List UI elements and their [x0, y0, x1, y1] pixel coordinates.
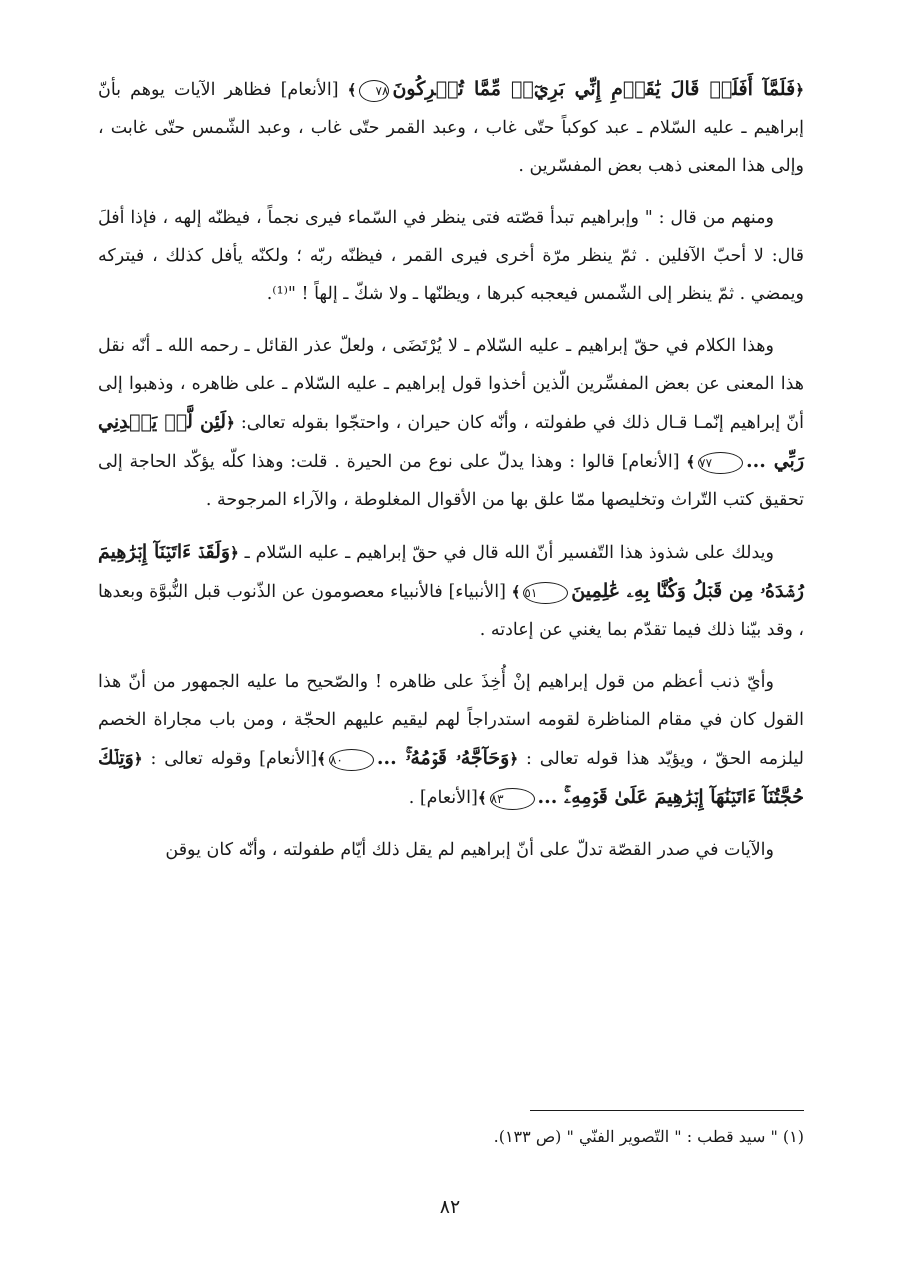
paragraph-text: وأيّ ذنب أعظم من قول إبراهيم إنْ أُخِذَ على ظاهره ! والصّحيح ما عليه الجمهور من أنّ هذا القول كان في مقام المناظرة لقومه استدراجاً لهم ليقيم عليهم الحجّة ، ومن باب مجاراة الخصم ليلزمه الحقّ ، ويؤيّد هذا قوله تعالى : — [98, 672, 804, 769]
quran-verse: وَلَقَدۡ ءَاتَيۡنَآ إِبۡرَٰهِيمَ رُشۡدَهُۥ مِن قَبۡلُ وَكُنَّا بِهِۦ عَٰلِمِينَ — [98, 541, 804, 602]
page-number: ٨٢ — [439, 1196, 461, 1218]
quran-bracket-close: ﴾ — [686, 453, 696, 471]
quran-verse: وَحَآجَّهُۥ قَوۡمُهُۥۚ ... — [376, 747, 510, 769]
ayah-number: ٧٧ — [698, 452, 743, 474]
quran-bracket-open: ﴿ — [795, 81, 804, 99]
paragraph-text: ويدلك على شذوذ هذا التّفسير أنّ الله قال في حقّ إبراهيم ـ عليه السّلام ـ — [244, 543, 774, 563]
quran-bracket-open: ﴿ — [226, 414, 235, 432]
paragraph-text: قالوا : وهذا يدلّ على نوع من الحيرة . قلت: وهذا كلّه يؤكّد الحاجة إلى تحقيق كتب التّراث وتخليصها ممّا علق بها من الأقوال المغلوطة ، والآراء المرجوحة . — [98, 452, 804, 510]
paragraph-5 — [98, 663, 804, 817]
paragraph-text: فظاهر الآيات يوهم بأنّ إبراهيم ـ عليه السّلام ـ عبد كوكباً حتّى غاب ، وعبد القمر حتّى غاب ، وعبد الشّمس حتّى غابت ، وإلى هذا المعنى ذهب بعض المفسّرين . — [98, 80, 804, 176]
paragraph-text: والآيات في صدر القصّة تدلّ على أنّ إبراهيم لم يقل ذلك أيّام طفولته ، وأنّه كان يوقن — [165, 840, 774, 860]
paragraph-2 — [98, 199, 804, 313]
ayah-number: ٧٨ — [359, 80, 389, 102]
surah-reference: [الأنبياء] — [448, 582, 506, 602]
quran-verse: وَتِلۡكَ حُجَّتُنَآ ءَاتَيۡنَٰهَآ إِبۡرَٰهِيمَ عَلَىٰ قَوۡمِهِۦۚ ... — [98, 747, 804, 808]
quran-bracket-open: ﴿ — [230, 544, 239, 562]
quran-bracket-close: ﴾ — [477, 789, 487, 807]
paragraph-text: وقوله تعالى : — [150, 749, 252, 769]
paragraph-text: وهذا الكلام في حقّ إبراهيم ـ عليه السّلام ـ لا يُرْتَضَى ، ولعلّ عذر القائل ـ رحمه الله ـ أنّه نقل هذا المعنى عن بعض المفسِّرين الّذين أخذوا قول إبراهيم ـ عليه السّلام ـ على ظاهره ، وذهبوا إلى أنّ إبراهيم إنّمـا قـال ذلك في طفولته ، وأنّه كان حيران ، واحتجّوا بقوله تعالى: — [98, 336, 804, 433]
footnote-separator — [530, 1110, 804, 1111]
quran-bracket-open: ﴿ — [509, 750, 519, 768]
paragraph-4 — [98, 533, 804, 649]
footnote: (١) " سيد قطب : " التّصوير الفنّي " (ص ١٣٣). — [493, 1127, 804, 1146]
quran-bracket-close: ﴾ — [317, 750, 326, 768]
paragraph-3 — [98, 327, 804, 519]
quran-bracket-close: ﴾ — [347, 81, 357, 99]
quran-bracket-open: ﴿ — [133, 750, 143, 768]
ayah-number: ٥١ — [523, 582, 568, 604]
surah-reference: [الأنعام] — [259, 749, 318, 769]
paragraph-1 — [98, 70, 804, 185]
page-body — [98, 70, 804, 869]
surah-reference: [الأنعام] — [621, 452, 680, 472]
quran-bracket-close: ﴾ — [511, 583, 521, 601]
surah-reference: [الأنعام] . — [408, 788, 478, 808]
paragraph-6 — [98, 831, 804, 869]
paragraph-text: ومنهم من قال : " وإبراهيم تبدأ قصّته فتى ينظر في السّماء فيرى نجماً ، فيظنّه إلهه ، فإذا أفلَ قال: لا أحبّ الآفلين . ثمّ ينظر مرّة أخرى فيرى القمر ، فيظنّه ربّه ؛ ولكنّه يأفل كذلك ، فيتركه ويمضي . ثمّ ينظر إلى الشّمس فيعجبه كبرها ، ويظنّها ـ ولا شكّ ـ إلهاً ! "⁽¹⁾. — [98, 208, 804, 304]
surah-reference: [الأنعام] — [280, 80, 339, 100]
ayah-number: ٨٣ — [490, 788, 535, 810]
ayah-number: ٨٠ — [329, 749, 374, 771]
quran-verse: لَئِن لَّمۡ يَهۡدِنِي رَبِّي ... — [98, 411, 804, 472]
paragraph-text: فالأنبياء معصومون عن الذّنوب قبل النُّبوَّة وبعدها ، وقد بيّنا ذلك فيما تقدّم بما يغني عن إعادته . — [98, 582, 804, 640]
quran-verse: فَلَمَّآ أَفَلَتۡ قَالَ يَٰقَوۡمِ إِنِّي بَرِيٓءٞ مِّمَّا تُشۡرِكُونَ — [392, 78, 796, 100]
